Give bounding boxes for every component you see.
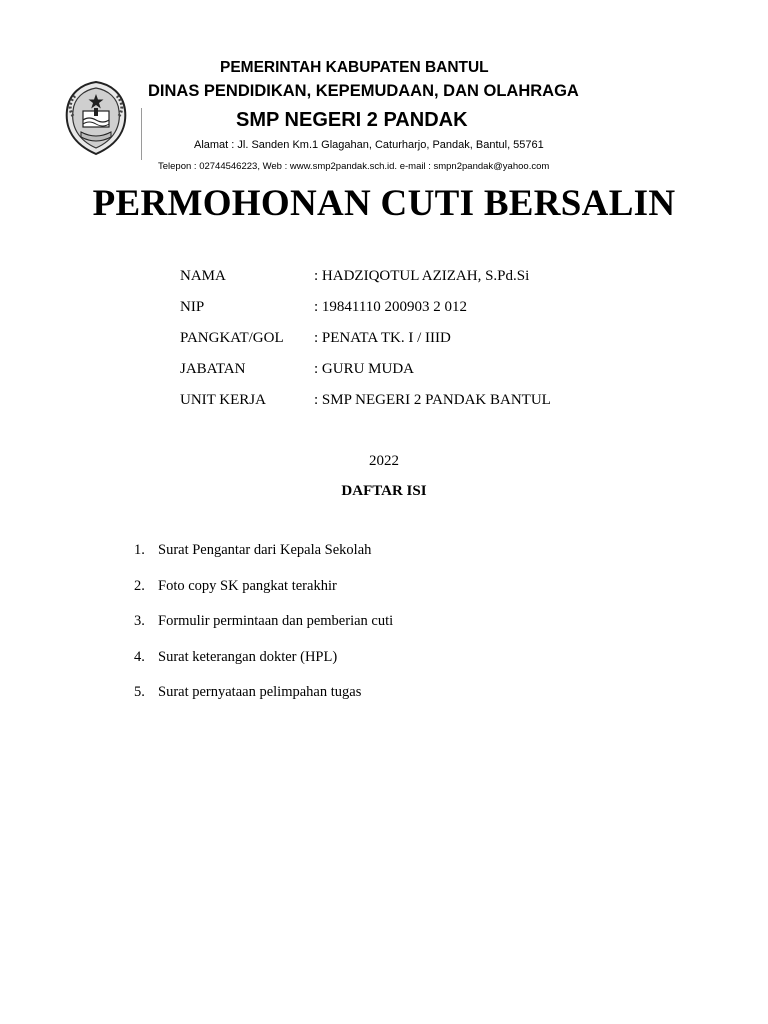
toc-title: DAFTAR ISI: [341, 483, 427, 499]
letterhead-department: DINAS PENDIDIKAN, KEPEMUDAAN, DAN OLAHRAGA: [148, 82, 579, 100]
info-label: JABATAN: [180, 361, 246, 377]
letterhead-school-name: SMP NEGERI 2 PANDAK: [236, 109, 468, 131]
list-item-text: Surat Pengantar dari Kepala Sekolah: [158, 542, 372, 558]
info-row-work-unit: [180, 392, 700, 423]
list-item-text: Foto copy SK pangkat terakhir: [158, 577, 337, 594]
letterhead-divider: [141, 108, 142, 160]
employee-info: [180, 268, 700, 423]
info-value: : SMP NEGERI 2 PANDAK BANTUL: [314, 392, 551, 408]
document-year: 2022: [369, 453, 399, 469]
list-item-number: 5.: [134, 684, 145, 700]
list-item: [134, 542, 694, 578]
letterhead: [0, 0, 768, 180]
info-row-name: [180, 268, 700, 299]
list-item: [134, 613, 694, 649]
letterhead-contact: Telepon : 02744546223, Web : www.smp2pandak.sch.id. e-mail : smpn2pandak@yahoo.com: [158, 161, 550, 172]
letterhead-government: PEMERINTAH KABUPATEN BANTUL: [220, 59, 489, 76]
info-label: UNIT KERJA: [180, 392, 266, 408]
list-item-text: Surat pernyataan pelimpahan tugas: [158, 684, 362, 700]
info-row-rank: [180, 330, 700, 361]
info-label: PANGKAT/GOL: [180, 330, 284, 346]
info-row-position: [180, 361, 700, 392]
info-value: : 19841110 200903 2 012: [314, 299, 468, 315]
info-value: : PENATA TK. I / IIID: [314, 330, 451, 346]
regency-seal-icon: [63, 80, 129, 156]
info-label: NIP: [180, 299, 205, 315]
list-item-number: 2.: [134, 577, 145, 594]
list-item: [134, 649, 694, 685]
info-row-nip: [180, 299, 700, 330]
list-item-text: Formulir permintaan dan pemberian cuti: [158, 613, 394, 629]
list-item: [134, 578, 694, 614]
list-item-number: 4.: [134, 648, 145, 665]
list-item-number: 3.: [134, 613, 145, 629]
info-value: : GURU MUDA: [314, 361, 415, 377]
info-label: NAMA: [180, 268, 226, 284]
table-of-contents: [134, 542, 694, 720]
list-item-number: 1.: [134, 542, 145, 558]
letterhead-address: Alamat : Jl. Sanden Km.1 Glagahan, Caturharjo, Pandak, Bantul, 55761: [194, 139, 544, 151]
info-value: : HADZIQOTUL AZIZAH, S.Pd.Si: [314, 268, 530, 284]
document-title: PERMOHONAN CUTI BERSALIN: [92, 183, 676, 224]
list-item-text: Surat keterangan dokter (HPL): [158, 648, 338, 665]
list-item: [134, 684, 694, 720]
